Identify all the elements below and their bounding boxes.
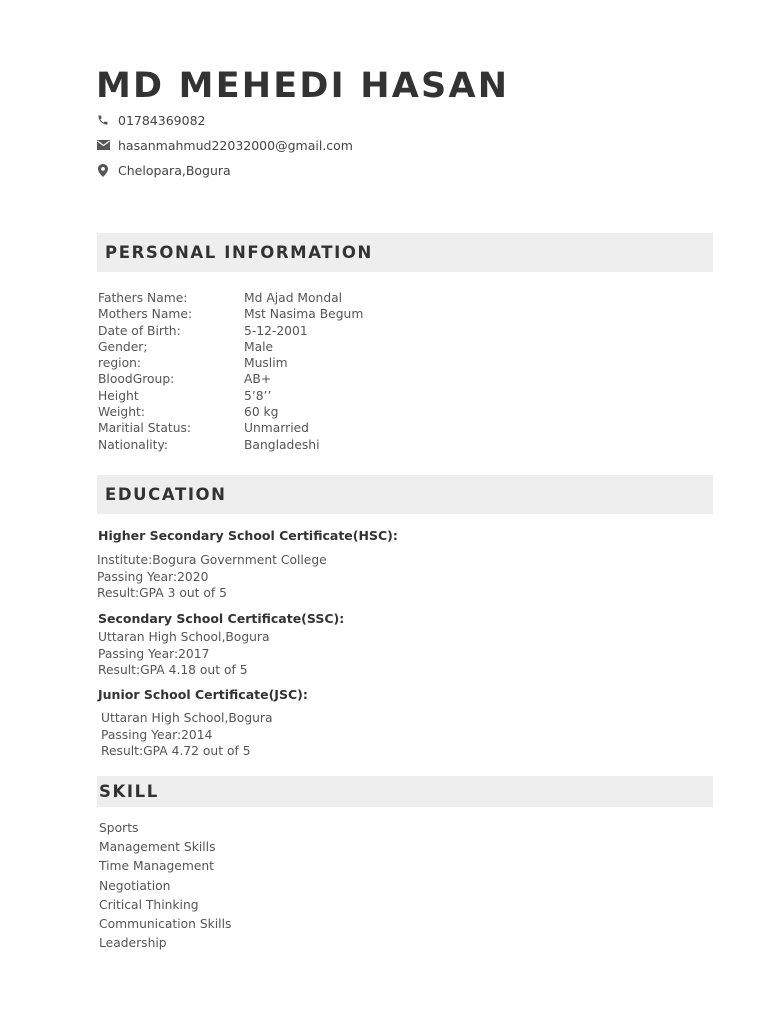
contact-address [96,161,231,179]
education-line: Uttaran High School,Bogura [98,630,270,644]
info-label: Mothers Name: [98,307,193,322]
info-label: Maritial Status: [98,421,192,436]
location-pin-icon [96,163,110,177]
education-line: Passing Year:2017 [98,646,210,661]
contact-phone [96,111,205,129]
info-value: 5-12-2001 [244,323,308,338]
info-label: Fathers Name: [98,291,188,305]
skill-item: Leadership [99,936,167,951]
education-line: Institute:Bogura Government College [97,553,327,567]
education-line: Passing Year:2014 [101,727,213,742]
skill-item: Critical Thinking [99,897,199,912]
education-details-hsc [97,552,327,602]
education-details-ssc [98,629,270,679]
skill-item: Communication Skills [99,916,232,931]
skill-item: Negotiation [99,878,171,893]
info-value: Unmarried [244,421,309,436]
education-header [97,475,713,514]
education-title-ssc: Secondary School Certificate(SSC): [98,611,345,626]
section-title: SKILL [99,782,159,801]
address: Chelopara,Bogura [118,162,231,178]
email-address: hasanmahmud22032000@gmail.com [118,137,353,153]
education-title-jsc: Junior School Certificate(JSC): [98,687,308,702]
info-label: Date of Birth: [98,323,181,338]
resume-name: MD MEHEDI HASAN [96,66,510,106]
info-value: Muslim [244,356,288,371]
info-value: 5’8’’ [244,388,272,403]
education-line: Result:GPA 4.72 out of 5 [101,744,251,758]
skill-header [97,776,713,807]
section-title: PERSONAL INFORMATION [105,243,373,262]
skill-item: Management Skills [99,840,216,855]
skill-list [99,819,231,953]
info-label: region: [98,356,142,371]
contact-email [96,136,353,154]
education-line: Result:GPA 4.18 out of 5 [98,663,248,677]
info-label: BloodGroup: [98,372,175,387]
info-value: 60 kg [244,405,279,420]
personal-info-header [97,233,713,272]
info-value: Mst Nasima Begum [244,307,364,322]
education-line: Passing Year:2020 [97,569,209,584]
mail-icon [96,138,110,152]
phone-icon [96,113,110,127]
info-label: Nationality: [98,437,169,452]
info-label: Height [98,388,139,403]
info-label: Gender; [98,339,148,354]
education-line: Uttaran High School,Bogura [101,711,273,725]
section-title: EDUCATION [105,485,227,504]
info-value: Bangladeshi [244,437,320,452]
education-line: Result:GPA 3 out of 5 [97,586,227,600]
info-value: Male [244,339,274,354]
skill-item: Sports [99,821,139,835]
education-title-hsc: Higher Secondary School Certificate(HSC): [98,528,398,543]
info-value: AB+ [244,372,272,387]
info-label: Weight: [98,405,145,420]
skill-item: Time Management [99,859,215,874]
education-details-jsc [101,710,273,760]
info-value: Md Ajad Mondal [244,291,343,305]
phone-number: 01784369082 [118,112,206,128]
